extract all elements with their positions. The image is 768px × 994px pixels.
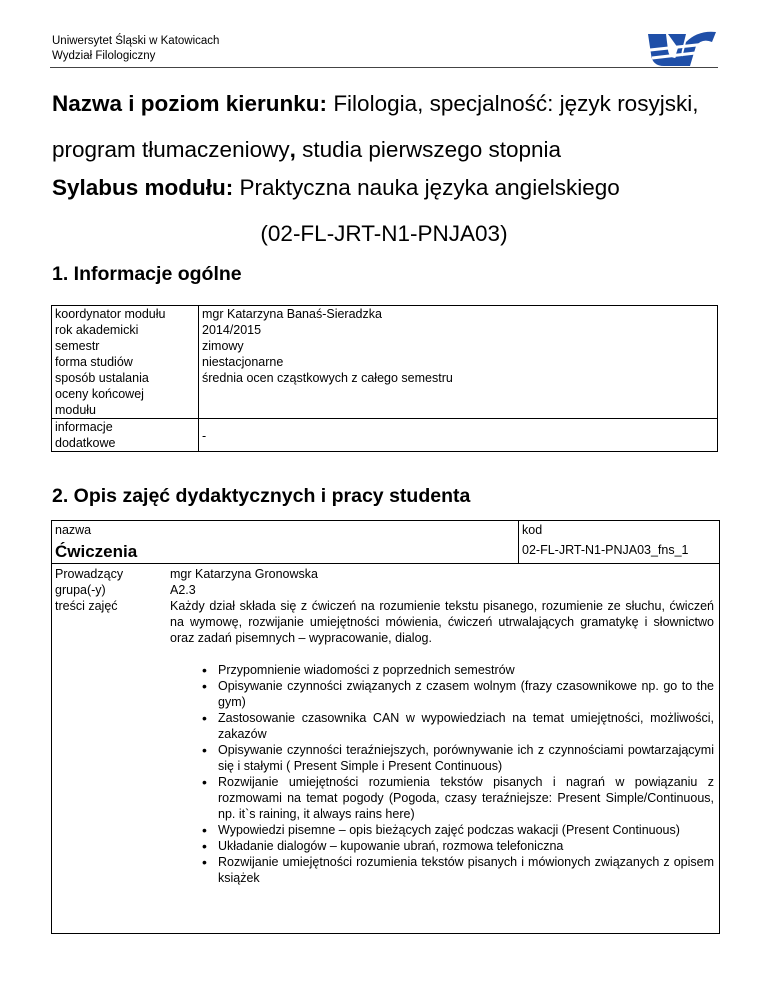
details-labels [55,566,165,614]
nazwa-label: nazwa [55,523,92,537]
content-description: Każdy dział składa się z ćwiczeń na rozumienie tekstu pisanego, rozumienie ze słuchu, ćwiczeń na wymowę, rozwijanie umiejętności mówienia, ćwiczeń utrwalających gramatykę i słownictwo oraz zadań pisemnych – wypracowanie, dialog. [170,599,714,645]
grupa-value: A2.3 [170,583,196,597]
program-value: Filologia, specjalność: język rosyjski, [333,91,699,116]
grupa-label: grupa(-y) [55,583,106,597]
module-value: Praktyczna nauka języka angielskiego [239,175,620,200]
list-item: • Rozwijanie umiejętności rozumienia tekstów pisanych i nagrań w powiązaniu z rozmowami na temat pogody (Pogoda, czasy teraźniejsze: Present Simple/Continuous, np. it`s raining, it always rains here) [218,774,714,822]
section-1-heading: 1. Informacje ogólne [52,263,242,285]
general-info-table [51,305,718,452]
faculty-name: Wydział Filologiczny [52,50,156,62]
info-key [52,306,199,419]
program-title-line-2 [52,136,561,164]
class-details [51,563,720,934]
section-2-heading: 2. Opis zajęć dydaktycznych i pracy studenta [52,485,471,507]
module-label: Sylabus modułu: [52,175,234,200]
info-value [199,419,718,452]
prowadzacy-value: mgr Katarzyna Gronowska [170,567,318,581]
info-value [199,306,718,419]
info-value-text: 2014/2015 [202,323,262,337]
program-title-line [52,90,698,118]
header-divider [50,67,718,68]
info-value-text: średnia ocen cząstkowych z całego semestru [202,371,453,385]
info-key-text: koordynator modułu [55,307,166,321]
university-name: Uniwersytet Śląski w Katowicach [52,35,220,47]
details-values [170,566,714,886]
info-key-text: sposób ustalania oceny końcowej modułu [55,371,149,417]
module-code: (02-FL-JRT-N1-PNJA03) [260,221,508,246]
list-item: • Wypowiedzi pisemne – opis bieżących zajęć podczas wakacji (Present Continuous) [218,822,714,838]
table-row [52,419,718,452]
info-value-text: niestacjonarne [202,355,284,369]
module-title-line [52,174,620,202]
kod-label: kod [522,523,543,537]
table-row [52,306,718,419]
university-logo-icon [646,28,718,68]
info-value-text: - [202,429,207,443]
program-label: Nazwa i poziom kierunku: [52,91,328,116]
program-comma: , [289,137,296,162]
prowadzacy-label: Prowadzący [55,567,124,581]
info-key-text: semestr [55,339,100,353]
list-item: • Układanie dialogów – kupowanie ubrań, rozmowa telefoniczna [218,838,714,854]
info-key-text: forma studiów [55,355,133,369]
class-code-cell [518,520,720,564]
list-item: • Przypomnienie wiadomości z poprzednich semestrów [218,662,714,678]
list-item: • Rozwijanie umiejętności rozumienia tekstów pisanych i mówionych związanych z opisem książek [218,854,714,886]
program-value-2: program tłumaczeniowy [52,137,290,162]
class-code: 02-FL-JRT-N1-PNJA03_fns_1 [522,543,689,557]
class-name: Ćwiczenia [55,542,138,561]
list-item: • Opisywanie czynności związanych z czasem wolnym (frazy czasownikowe np. go to the gym) [218,678,714,710]
header-text [52,34,219,64]
info-key-text: rok akademicki [55,323,139,337]
info-value-text: zimowy [202,339,244,353]
tresci-label: treści zajęć [55,599,118,613]
list-item: • Zastosowanie czasownika CAN w wypowiedziach na temat umiejętności, możliwości, zakazów [218,710,714,742]
class-name-cell [51,520,519,564]
program-value-3: studia pierwszego stopnia [302,137,562,162]
info-key [52,419,199,452]
topics-list [170,662,714,886]
info-value-text: mgr Katarzyna Banaś-Sieradzka [202,307,382,321]
info-key-text: informacje dodatkowe [55,420,116,450]
list-item: • Opisywanie czynności teraźniejszych, porównywanie ich z czynnościami powtarzającymi się i stałymi ( Present Simple i Present Continuous) [218,742,714,774]
